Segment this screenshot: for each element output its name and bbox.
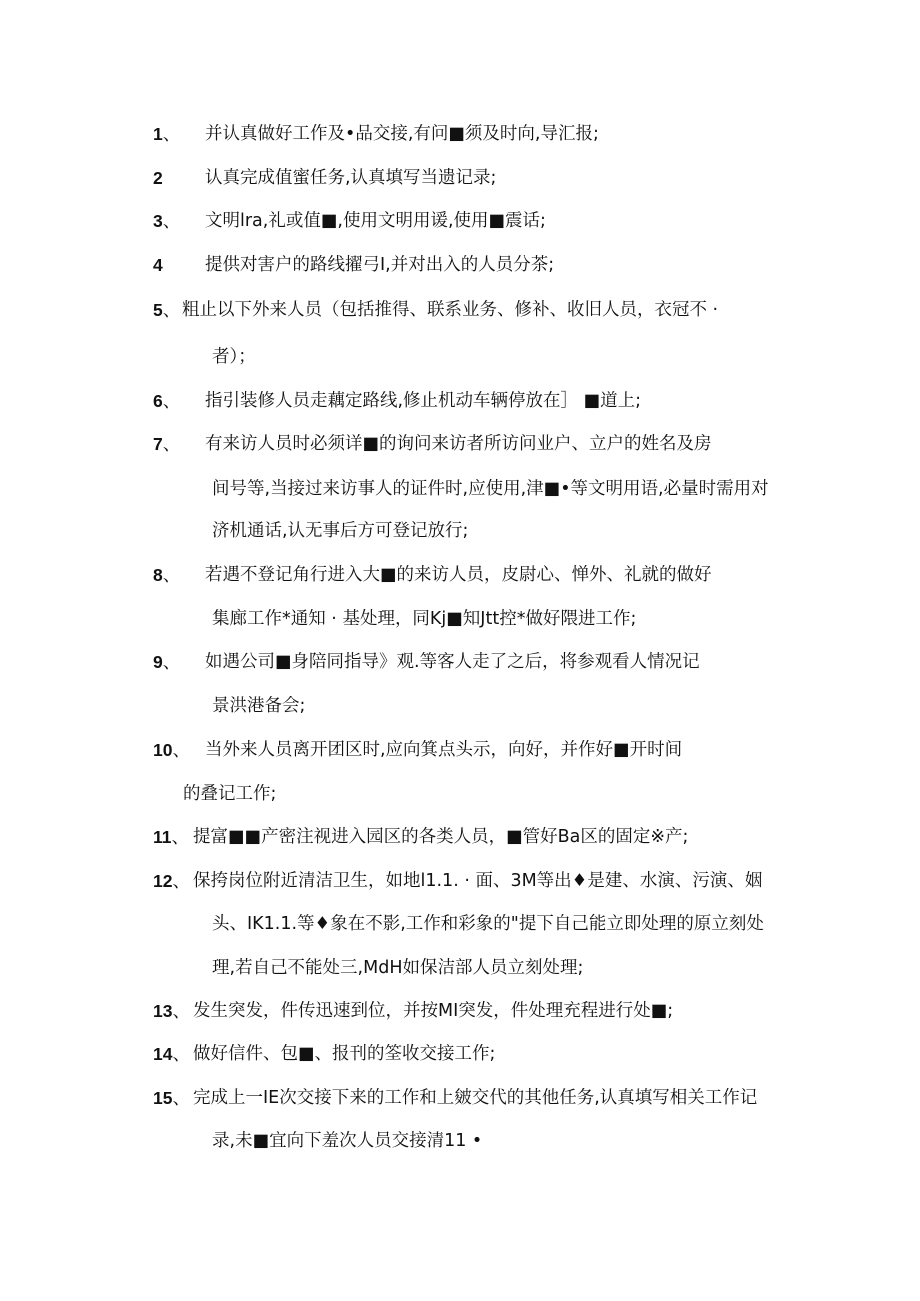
item-number: 1 bbox=[153, 124, 163, 144]
item-text-continued: 间号等,当接过来访事人的证件时,应使用,津■•等文明用语,必量时需用对 bbox=[212, 479, 769, 499]
list-item bbox=[153, 999, 190, 1024]
item-text: 完成上一IE次交接下来的工作和上皴交代的其他任务,认真填写相关工作记 bbox=[193, 1088, 758, 1108]
item-number: 8 bbox=[153, 565, 163, 585]
item-separator: 、 bbox=[162, 301, 181, 321]
item-number: 3 bbox=[153, 211, 163, 231]
item-number: 9 bbox=[153, 652, 163, 672]
item-number: 7 bbox=[153, 434, 163, 454]
item-text-continued: 者）； bbox=[212, 347, 256, 367]
list-item bbox=[153, 1086, 190, 1111]
list-item bbox=[153, 563, 180, 588]
item-separator: 、 bbox=[172, 1045, 190, 1065]
item-separator: 、 bbox=[162, 653, 181, 673]
item-text: 文明lra,礼或值■,使用文明用谖,使用■震话; bbox=[205, 211, 546, 231]
item-text: 发生突发，件传迅速到位，并按MI突发，件处理充程进行处■; bbox=[193, 1001, 674, 1021]
item-separator: 、 bbox=[172, 872, 190, 892]
list-item bbox=[153, 1042, 190, 1067]
list-item bbox=[153, 209, 180, 234]
list-item bbox=[153, 825, 189, 850]
item-text: 保挎岗位附近清洁卫生，如地l1.1. · 面、3M等出♦是建、水演、污演、姻 bbox=[193, 871, 763, 891]
item-number: 11 bbox=[153, 827, 172, 847]
item-text: 粗止以下外来人员（包括推得、联系业务、修补、收旧人员，衣冠不 · bbox=[182, 300, 719, 320]
item-number: 13 bbox=[153, 1001, 173, 1021]
item-text: 有来访人员时必须详■的询问来访者所访问业户、立户的姓名及房 bbox=[205, 434, 712, 454]
list-item bbox=[153, 650, 180, 675]
item-separator: 、 bbox=[162, 125, 181, 145]
item-text: 并认真做好工作及•品交接,有问■须及时向,导汇报; bbox=[205, 124, 599, 144]
item-text-continued: 录,未■宜向下羞次人员交接清11 • bbox=[212, 1131, 483, 1151]
item-text-continued: 景洪港备会; bbox=[212, 696, 306, 716]
item-number: 2 bbox=[153, 168, 163, 188]
item-separator: 、 bbox=[162, 392, 181, 412]
list-item bbox=[153, 432, 180, 457]
item-text: 提富■■产密注视进入园区的各类人员，■管好Ba区的固定※产; bbox=[193, 827, 689, 847]
item-text: 认真完成值蜜任务,认真填写当遗记录; bbox=[205, 168, 497, 188]
item-separator: 、 bbox=[172, 1002, 190, 1022]
list-item bbox=[153, 298, 180, 323]
item-text-continued: 头、IK1.1.等♦象在不影,工作和彩象的"提下自己能立即处理的原立刻处 bbox=[212, 914, 764, 934]
item-number: 15 bbox=[153, 1088, 173, 1108]
item-text-continued: 的叠记工作; bbox=[183, 784, 277, 804]
item-number: 10 bbox=[153, 740, 173, 760]
item-text-continued: 集廊工作*通知 · 基处理，同Kj■知Jtt控*做好隈进工作; bbox=[212, 609, 637, 629]
item-number: 4 bbox=[153, 255, 163, 275]
item-text: 提供对害户的路线擢弓I,并对出入的人员分茶; bbox=[205, 255, 555, 275]
item-separator: 、 bbox=[172, 741, 190, 761]
item-text: 做好信件、包■、报刊的筌收交接工作; bbox=[193, 1044, 496, 1064]
item-text: 若遇不登记角行进入大■的来访人员，皮尉心、惮外、礼就的做好 bbox=[205, 565, 712, 585]
item-text-continued: 理,若自己不能处三,MdH如保洁部人员立刻处理; bbox=[212, 958, 584, 978]
list-item bbox=[153, 253, 163, 278]
list-item bbox=[153, 389, 180, 414]
item-separator: 、 bbox=[162, 566, 181, 586]
list-item bbox=[153, 738, 190, 763]
list-item bbox=[153, 166, 163, 191]
item-text-continued: 济机通话,认无事后方可登记放行; bbox=[212, 521, 469, 541]
item-number: 14 bbox=[153, 1044, 173, 1064]
list-item bbox=[153, 869, 190, 894]
item-number: 6 bbox=[153, 391, 163, 411]
item-number: 12 bbox=[153, 871, 173, 891]
list-item bbox=[153, 122, 180, 147]
item-text: 如遇公司■身陪同指导》观.等客人走了之后，将参观看人情况记 bbox=[205, 652, 700, 672]
item-separator: 、 bbox=[162, 435, 181, 455]
item-separator: 、 bbox=[172, 1089, 190, 1109]
item-text: 指引装修人员走藕定路线,修止机动车辆停放在］ ■道上; bbox=[205, 391, 642, 411]
item-separator: 、 bbox=[162, 212, 181, 232]
item-separator: 、 bbox=[171, 828, 189, 848]
item-number: 5 bbox=[153, 300, 163, 320]
item-text: 当外来人员离开团区时,应向箕点头示，向好，并作好■开时间 bbox=[205, 740, 683, 760]
